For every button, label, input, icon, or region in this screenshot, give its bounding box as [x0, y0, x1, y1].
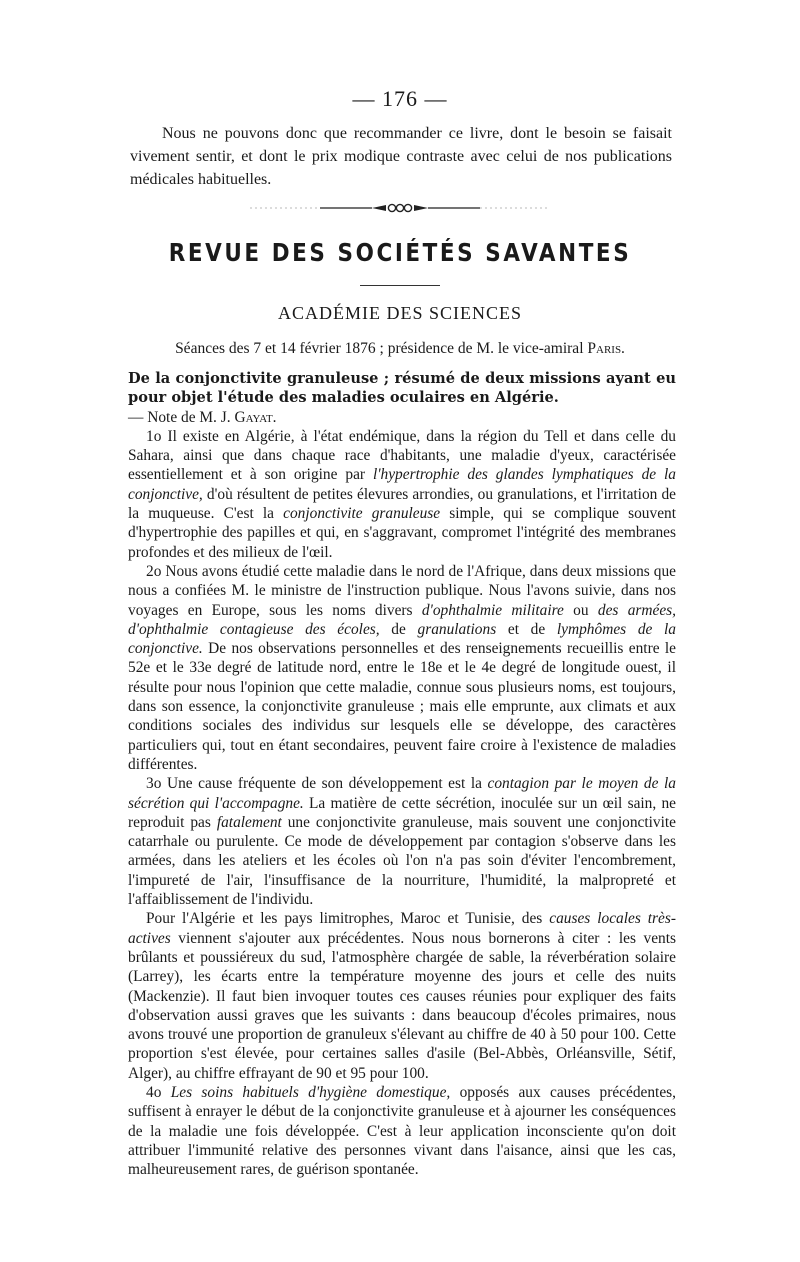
intro-text: Nous ne pouvons donc que recommander ce livre, dont le besoin se faisait vivement sentir, et dont le prix modique contraste avec celui de nos publications médicales habituelles.: [130, 125, 672, 188]
p5-text-a: 4o: [146, 1083, 171, 1101]
note-prefix: — Note de M. J.: [128, 408, 235, 426]
p1-text-b: d'où résultent de petites élevures arrondies, ou granulations, et l'irritation de la muqueuse. C'est la: [128, 485, 676, 523]
p3-italic-1: contagion par le moyen de la sécrétion qui l'accompagne.: [128, 775, 676, 812]
section-rule: [360, 285, 440, 286]
p5-italic-1: Les soins habituels d'hygiène domestique,: [170, 1083, 451, 1101]
p1-text-c: simple, qui se complique souvent d'hypertrophie des papilles et qui, en s'aggravant, compromet l'intégrité des membranes profondes et des milieux de l'œil.: [128, 505, 676, 561]
p2-text-a: 2o Nous avons étudié cette maladie dans le nord de l'Afrique, dans deux missions que nous a confiées M. le ministre de l'instruction publique. Nous l'avons suivie, dans nos voyages en Europe, sous les noms divers: [128, 562, 676, 619]
article-note: [128, 408, 676, 427]
p2-italic-2: des armées,: [597, 601, 676, 619]
p3-italic-2: fatalement: [216, 813, 282, 831]
seances-president: Paris.: [587, 340, 625, 357]
intro-paragraph: [130, 122, 672, 191]
academy-heading: ACADÉMIE DES SCIENCES: [277, 303, 522, 323]
p2-text-d: de: [379, 620, 418, 638]
article-body: [128, 369, 676, 1179]
p2-italic-3: d'ophthalmie contagieuse des écoles,: [128, 620, 380, 638]
p1-italic-2: conjonctivite granuleuse: [283, 505, 441, 523]
paragraph-5: [128, 1083, 676, 1179]
p2-italic-1: d'ophthalmie militaire: [421, 601, 564, 619]
paragraph-4: [128, 909, 676, 1083]
article-title-block: [128, 369, 676, 427]
p1-text-a: 1o Il existe en Algérie, à l'état endémique, dans la région du Tell et dans celle du Sahara, ainsi que dans chaque race d'habitants, une maladie d'yeux, caractérisée essentiellement et à son origine par: [128, 427, 676, 484]
p3-text-c: une conjonctivite granuleuse, mais souvent une conjonctivite catarrhale ou purulente. Ce mode de développement par contagion s'observe dans les armées, dans les ateliers et les écoles où l'on n'a pas soin d'éviter l'encombrement, l'impureté de l'air, l'insuffisance de la nourriture, l'humidité, la malpropreté et l'affaiblissement de l'individu.: [128, 813, 676, 909]
p4-text-b: viennent s'ajouter aux précédentes. Nous nous bornerons à citer : les vents brûlants et poussiéreux du sud, l'atmosphère chargée de sable, la réverbération solaire (Larrey), les écarts entre la température moyenne des jours et celle des nuits (Mackenzie). Il faut bien invoquer toutes ces causes réunies pour expliquer des faits d'observation aussi graves que les suivants : dans beaucoup d'écoles primaires, nous avons trouvé une proportion de granuleux s'élevant au chiffre de 40 à 50 pour 100. Cette proportion s'est élevée, pour certaines salles d'asile (Bel-Abbès, Orléansville, Sétif, Alger), au chiffre effrayant de 90 et 95 pour 100.: [128, 929, 676, 1082]
p4-text-a: Pour l'Algérie et les pays limitrophes, Maroc et Tunisie, des: [146, 910, 550, 928]
paragraph-2: [128, 562, 676, 774]
p2-text-f: De nos observations personnelles et des renseignements recueillis entre le 52e et le 33e degré de latitude nord, entre le 18e et le 4e degré de longitude ouest, il résulte pour nous l'opinion que cette maladie, connue sous plusieurs noms, est toujours, dans son essence, la conjonctivite granuleuse ; mais elle emprunte, aux climats et aux conditions sociales des individus sur lesquels elle se développe, des caractères particuliers qui, tout en étant secondaires, peuvent faire croire à l'existence de maladies différentes.: [128, 640, 676, 773]
p5-text-b: opposés aux causes précédentes, suffisent à enrayer le début de la conjonctivite granuleuse et à ajourner les conséquences de la maladie une fois développée. C'est à leur application inconsciente qu'on doit attribuer l'immunité relative des personnes vivant dans l'aisance, ainsi que les cas, malheureusement rares, de guérison spontanée.: [128, 1083, 676, 1179]
paragraph-1: [128, 427, 676, 562]
p2-italic-5: lymphômes de la conjonctive.: [128, 620, 676, 658]
seances-line: [150, 340, 650, 358]
p3-text-a: 3o Une cause fréquente de son développement est la: [146, 775, 488, 793]
page-number: — 176 —: [352, 86, 448, 111]
ornament-divider-icon: [250, 200, 550, 216]
note-author: Gayat.: [234, 408, 277, 426]
p3-text-b: La matière de cette sécrétion, inoculée sur un œil sain, ne reproduit pas: [128, 794, 676, 831]
paragraph-3: [128, 774, 676, 909]
p2-text-b: ou: [563, 601, 598, 619]
p4-italic-1: causes locales très-actives: [128, 910, 676, 947]
article-title: De la conjonctivite granuleuse ; résumé de deux missions ayant eu pour objet l'étude des maladies oculaires en Algérie.: [128, 370, 676, 407]
p2-text-e: et de: [496, 620, 557, 638]
section-title: REVUE DES SOCIÉTÉS SAVANTES: [168, 238, 632, 267]
p2-italic-4: granulations: [417, 620, 497, 638]
seances-text: Séances des 7 et 14 février 1876 ; présidence de M. le vice-amiral: [175, 340, 588, 357]
p1-italic-1: l'hypertrophie des glandes lymphatiques de la conjonctive,: [128, 466, 676, 503]
